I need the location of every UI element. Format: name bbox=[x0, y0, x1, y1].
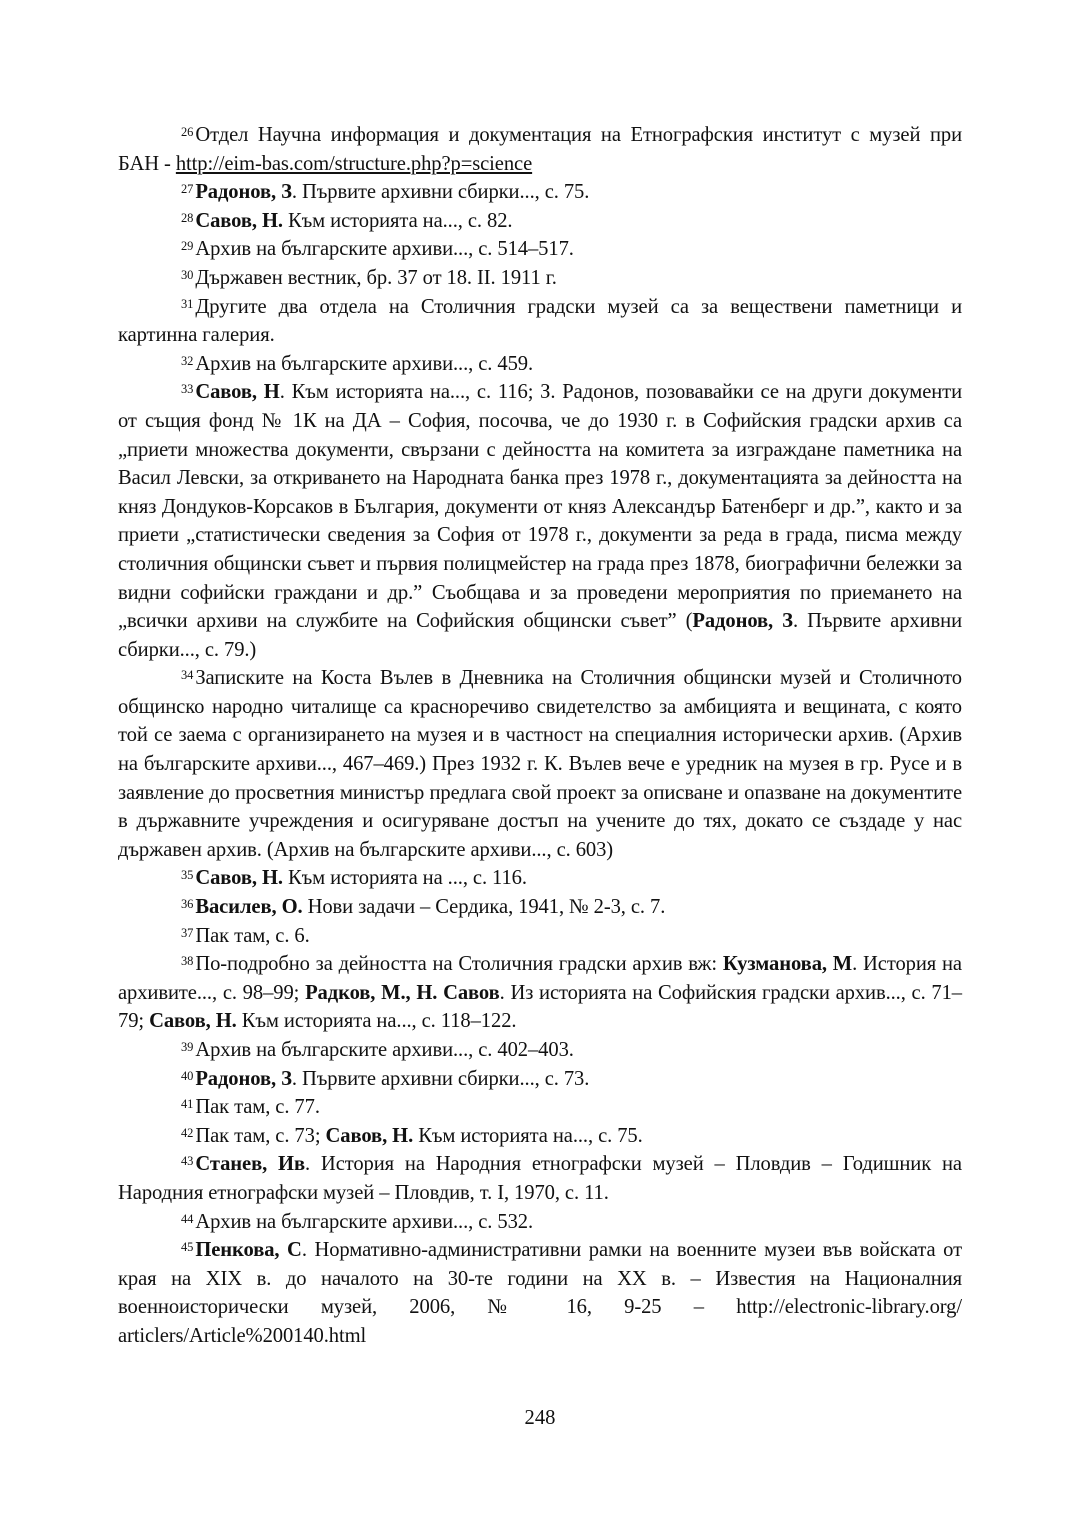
footnote-26: $^{26}$Отдел Научна информация и документация на Етнографския институт с музей при БАН - http://eim-bas.com/structure.php?p=science bbox=[118, 124, 962, 175]
footnote-34: $^{34}$Записките на Коста Вълев в Дневника на Столичния общински музей и Столичното общинско народно читалище са красноречиво свидетелство за амбицията и вещината, с която той се заема с организирането на музея и в частност на специалния исторически архив. (Архив на българските архиви..., 467–469.) През 1932 г. К. Вълев вече е уредник на музея в гр. Русе и в заявление до просветния министър предлага свой проект за описване и опазване на документите в държавните учреждения и осигуряване достъп на учените до тях, докато се създаде у нас държавен архив. (Архив на българските архиви..., с. 603) bbox=[118, 667, 962, 861]
footnote-36: $^{36}$Василев, О. Нови задачи – Сердика, 1941, № 2-3, с. 7. bbox=[181, 896, 666, 919]
author: Савов, Н. bbox=[149, 1010, 237, 1033]
footnote-28: $^{28}$Савов, Н. Към историята на..., с. 82. bbox=[181, 209, 513, 232]
footnote-29: $^{29}$Архив на българските архиви..., с. 514–517. bbox=[181, 238, 574, 261]
page-number: 248 bbox=[524, 1407, 556, 1429]
footnote-number: 37 bbox=[181, 925, 194, 940]
author: Радонов, З bbox=[692, 610, 793, 633]
footnote-38: $^{38}$По-подробно за дейността на Столичния градски архив вж: Кузманова, М. История на архивите..., с. 98–99; Радков, М., Н. Савов. Из историята на Софийския градски архив..., с. 71–79; Савов, Н. Към историята на..., с. 118–122. bbox=[118, 953, 963, 1033]
footnote-number: 36 bbox=[181, 897, 194, 912]
footnote-number: 27 bbox=[181, 182, 194, 197]
footnote-number: 42 bbox=[181, 1125, 194, 1140]
footnote-number: 26 bbox=[181, 125, 194, 139]
footnote-31: $^{31}$Другите два отдела на Столичния градски музей са за веществени паметници и картинна галерия. bbox=[118, 295, 962, 347]
footnote-32: $^{32}$Архив на българските архиви..., с. 459. bbox=[181, 352, 534, 375]
footnote-42: $^{42}$Пак там, с. 73; Савов, Н. Към историята на..., с. 75. bbox=[181, 1124, 643, 1147]
footnote-number: 45 bbox=[181, 1240, 194, 1255]
footnote-39: $^{39}$Архив на българските архиви..., с. 402–403. bbox=[181, 1039, 574, 1061]
footnote-number: 32 bbox=[181, 353, 194, 368]
footnote-number: 35 bbox=[181, 868, 194, 883]
footnote-number: 39 bbox=[181, 1040, 194, 1054]
footnote-number: 30 bbox=[181, 267, 194, 282]
footnote-number: 31 bbox=[181, 296, 194, 311]
footnote-number: 44 bbox=[181, 1211, 194, 1226]
footnote-40: $^{40}$Радонов, З. Първите архивни сбирки..., с. 73. bbox=[181, 1067, 590, 1090]
footnote-number: 41 bbox=[181, 1097, 194, 1112]
footnote-number: 34 bbox=[181, 668, 194, 683]
author: Радонов, З bbox=[195, 181, 292, 204]
footnote-number: 43 bbox=[181, 1154, 194, 1169]
footnote-27: $^{27}$Радонов, З. Първите архивни сбирки..., с. 75. bbox=[181, 181, 590, 204]
footnote-44: $^{44}$Архив на българските архиви..., с. 532. bbox=[181, 1210, 534, 1233]
author: Василев, О. bbox=[195, 896, 303, 919]
footnote-number: 40 bbox=[181, 1068, 194, 1083]
footnote-number: 28 bbox=[181, 210, 194, 225]
author: Кузманова, М bbox=[722, 953, 853, 976]
author: Радонов, З bbox=[195, 1067, 292, 1090]
footnote-number: 33 bbox=[181, 382, 194, 397]
footnote-45: $^{45}$Пенкова, С. Нормативно-административни рамки на военните музеи във войската от края на XIX в. до началото на 30-те години на XX в. – Известия на Националния военноисторически музей, 2006, № 16, 9-25 – http://electronic-library.org/ articlers/Article%200140.html bbox=[118, 1239, 962, 1347]
author: Станев, Ив bbox=[195, 1153, 305, 1176]
footnote-43: $^{43}$Станев, Ив. История на Народния етнографски музей – Пловдив – Годишник на Народния етнографски музей – Пловдив, т. I, 1970, с. 11. bbox=[118, 1153, 962, 1204]
science-link[interactable]: http://eim-bas.com/structure.php?p=science bbox=[175, 152, 533, 175]
footnote-41: $^{41}$Пак там, с. 77. bbox=[181, 1096, 320, 1119]
author: Савов, Н. bbox=[195, 867, 283, 890]
author: Савов, Н. bbox=[325, 1124, 414, 1147]
footnote-35: $^{35}$Савов, Н. Към историята на ..., с. 116. bbox=[181, 867, 527, 890]
footnote-number: 29 bbox=[181, 239, 194, 254]
footnote-number: 38 bbox=[181, 954, 194, 969]
footnotes bbox=[118, 121, 962, 1351]
author: Радков, М., Н. Савов bbox=[305, 981, 500, 1004]
author: Савов, Н bbox=[195, 381, 280, 404]
footnote-37: $^{37}$Пак там, с. 6. bbox=[181, 924, 310, 947]
author: Пенкова, С bbox=[195, 1239, 302, 1262]
footnote-33: $^{33}$Савов, Н. Към историята на..., с. 116; З. Радонов, позовавайки се на други документи от същия фонд № 1К на ДА – София, посочва, че до 1930 г. в Софийския градски архив са „приети множества документи, свързани с дейността на комитета за изграждане паметника на Васил Левски, за откриването на Народната банка през 1978 г., документацията за дейността на княз Дондуков-Корсаков в България, документи от княз Александър Батенберг и др.”, както и за приети „статистически сведения за София от 1978 г., документи за реда в града, писма между столичния общински съвет и първия полицмейстер на града през 1878, биографични бележки за видни софийски граждани и др.” Съобщава и за проведени мероприятия по приемането на „всички архиви на службите на Софийския общински съвет” (Радонов, З. Първите архивни сбирки..., с. 79.) bbox=[118, 381, 962, 661]
author: Савов, Н. bbox=[195, 209, 283, 232]
footnote-30: $^{30}$Държавен вестник, бр. 37 от 18. II. 1911 г. bbox=[181, 266, 557, 289]
